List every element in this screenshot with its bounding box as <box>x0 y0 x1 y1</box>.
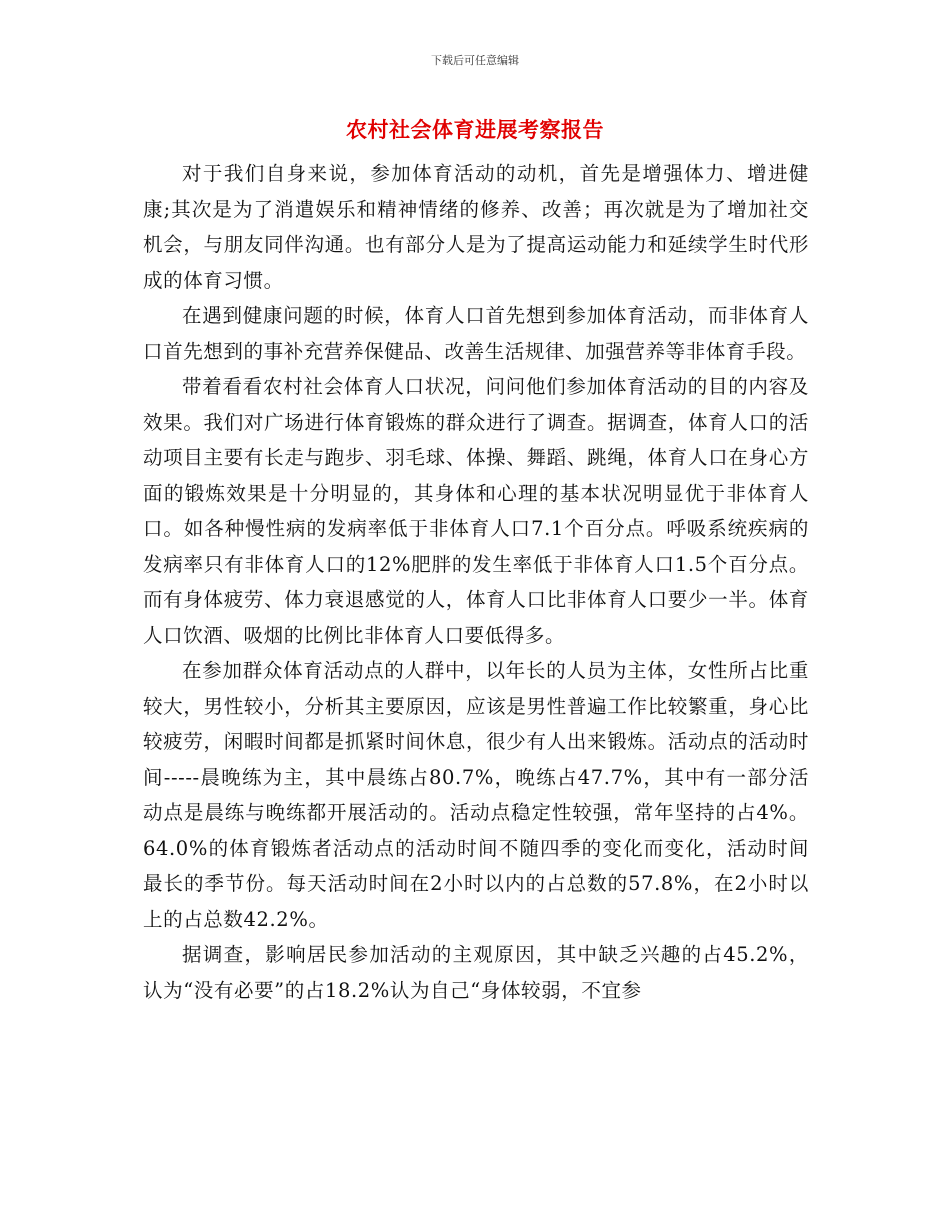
header-note: 下载后可任意编辑 <box>431 54 519 67</box>
paragraph-subjective-reasons: 据调查，影响居民参加活动的主观原因，其中缺乏兴趣的占45.2%，认为“没有必要”的占18.2%认为自己“身体较弱，不宜参 <box>143 943 809 1002</box>
paragraph-motivation: 对于我们自身来说，参加体育活动的动机，首先是增强体力、增进健康;其次是为了消遣娱乐和精神情绪的修养、改善；再次就是为了增加社交机会，与朋友同伴沟通。也有部分人是为了提高运动能力和延续学生时代形成的体育习惯。 <box>143 162 809 292</box>
paragraph-health-problems: 在遇到健康问题的时候，体育人口首先想到参加体育活动，而非体育人口首先想到的事补充营养保健品、改善生活规律、加强营养等非体育手段。 <box>143 304 809 363</box>
paragraph-participant-profile: 在参加群众体育活动点的人群中，以年长的人员为主体，女性所占比重较大，男性较小，分析其主要原因，应该是男性普遍工作比较繁重，身心比较疲劳，闲暇时间都是抓紧时间休息，很少有人出来锻炼。活动点的活动时间-----晨晚练为主，其中晨练占80.7%，晚练占47.7%，其中有一部分活动点是晨练与晚练都开展活动的。活动点稳定性较强，常年坚持的占4%。64.0%的体育锻炼者活动点的活动时间不随四季的变化而变化，活动时间最长的季节份。每天活动时间在2小时以内的占总数的57.8%，在2小时以上的占总数42.2%。 <box>143 659 809 931</box>
paragraph-survey-results: 带着看看农村社会体育人口状况，问问他们参加体育活动的目的内容及效果。我们对广场进行体育锻炼的群众进行了调查。据调查，体育人口的活动项目主要有长走与跑步、羽毛球、体操、舞蹈、跳绳，体育人口在身心方面的锻炼效果是十分明显的，其身体和心理的基本状况明显优于非体育人口。如各种慢性病的发病率低于非体育人口7.1个百分点。呼吸系统疾病的发病率只有非体育人口的12%肥胖的发生率低于非体育人口1.5个百分点。而有身体疲劳、体力衰退感觉的人，体育人口比非体育人口要少一半。体育人口饮酒、吸烟的比例比非体育人口要低得多。 <box>143 375 809 647</box>
document-title: 农村社会体育进展考察报告 <box>346 117 604 142</box>
document-body <box>143 156 809 1008</box>
